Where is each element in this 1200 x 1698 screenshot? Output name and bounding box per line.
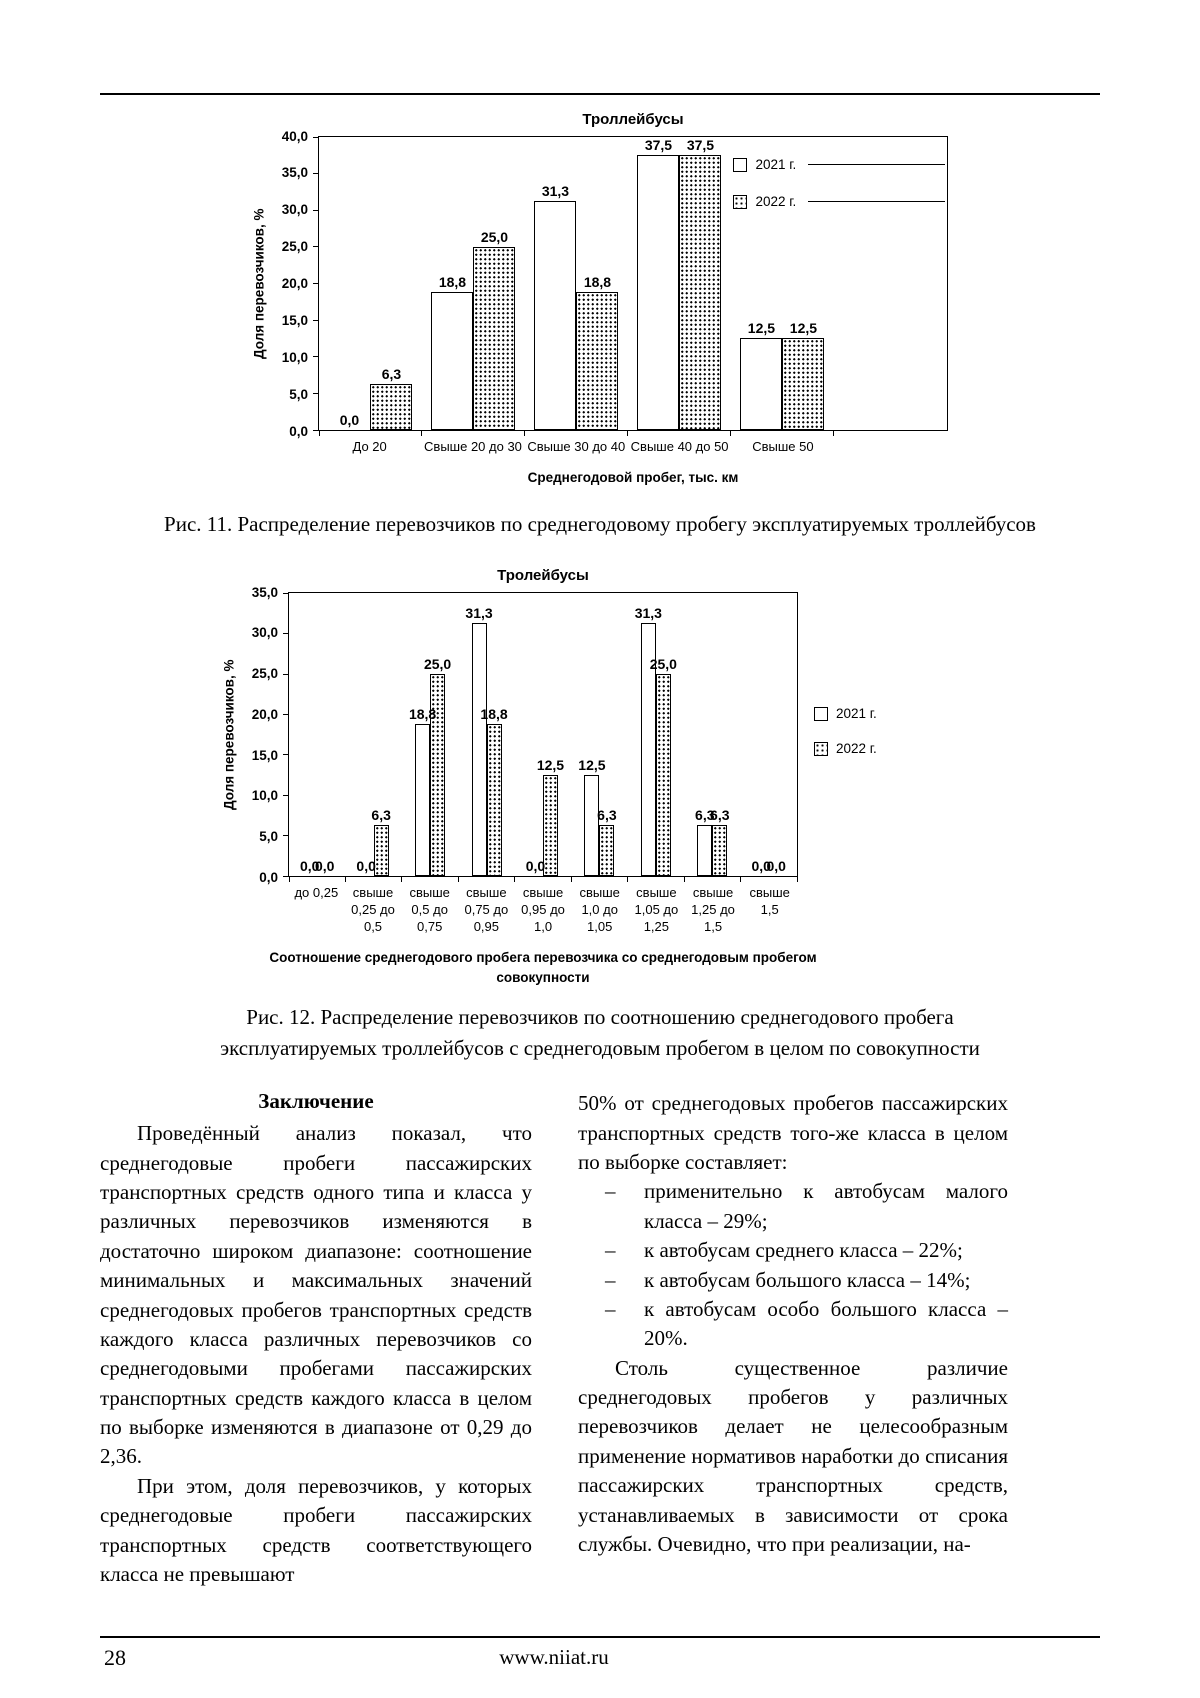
x-tick-label: свыше 1,0 до 1,05 bbox=[579, 885, 620, 934]
legend-swatch-plain bbox=[733, 158, 747, 172]
bar-value-label: 18,8 bbox=[438, 274, 467, 291]
bar-value-label: 37,5 bbox=[686, 137, 715, 154]
bar-group bbox=[628, 137, 731, 430]
legend-item bbox=[814, 706, 877, 721]
y-tick-label: 40,0 bbox=[281, 128, 308, 144]
figure-11-caption: Рис. 11. Распределение перевозчиков по среднегодовому пробегу эксплуатируемых троллейбусов bbox=[164, 512, 1036, 537]
list-item bbox=[578, 1177, 1008, 1236]
bar-value-label: 6,3 bbox=[597, 807, 617, 824]
list-item bbox=[578, 1236, 1008, 1265]
bar-2021 bbox=[472, 623, 487, 876]
footer-url: www.niiat.ru bbox=[499, 1645, 609, 1669]
legend bbox=[814, 706, 877, 756]
y-tick-label: 0,0 bbox=[289, 423, 308, 439]
conclusion-heading: Заключение bbox=[258, 1089, 374, 1114]
bar-groups bbox=[289, 593, 797, 876]
x-tick-label: свыше 0,25 до 0,5 bbox=[351, 885, 395, 934]
x-tick-mark bbox=[740, 876, 741, 882]
chart-title: Троллейбусы bbox=[582, 111, 684, 128]
y-tick-label: 10,0 bbox=[281, 349, 308, 365]
bar-2022 bbox=[599, 825, 614, 876]
paragraph: При этом, доля перевозчиков, у которых среднегодовые пробеги пассажирских транспортных средств соответствующего класса не превышают bbox=[100, 1473, 532, 1587]
bar-value-label: 18,8 bbox=[408, 706, 437, 723]
bar-column bbox=[710, 593, 730, 876]
bar-column bbox=[480, 593, 508, 876]
x-tick-mark bbox=[319, 430, 320, 436]
bar-column bbox=[299, 593, 320, 876]
x-tick-mark bbox=[401, 876, 402, 882]
right-column bbox=[578, 1089, 1008, 1589]
x-tick-mark bbox=[684, 876, 685, 882]
bar-2022 bbox=[656, 674, 671, 876]
paragraph: Проведённый анализ показал, что среднегодовые пробеги пассажирских транспортных средств одного типа и класса у различных перевозчиков изменяются в достаточно широком диапазоне: соотношение минимальных и максимальных значений среднегодовых пробегов транспортных средств каждого класса различных перевозчиков со среднегодовыми пробегами пассажирских транспортных средств каждого класса в целом по выборке изменяются в диапазоне от 0,29 до 2,36. bbox=[100, 1121, 532, 1469]
list-item-text: к автобусам среднего класса – 22%; bbox=[644, 1238, 963, 1263]
legend-label: 2021 г. bbox=[755, 157, 797, 172]
legend-item bbox=[733, 157, 945, 172]
bar-column bbox=[408, 593, 437, 876]
bar-group bbox=[525, 137, 628, 430]
x-tick-mark bbox=[571, 876, 572, 882]
legend-rule bbox=[808, 201, 945, 202]
x-tick-label: Свыше 30 до 40 bbox=[527, 439, 626, 454]
x-tick-mark bbox=[421, 430, 422, 436]
bar-column bbox=[525, 593, 546, 876]
bar-column bbox=[637, 137, 679, 430]
bar-group bbox=[515, 593, 571, 876]
bar-2022 bbox=[782, 338, 824, 430]
bar-2022 bbox=[370, 384, 412, 430]
x-tick-label: свыше 1,5 bbox=[749, 885, 790, 918]
bar-column bbox=[356, 593, 376, 876]
bar-column bbox=[328, 137, 370, 430]
x-tick-label: свыше 1,25 до 1,5 bbox=[691, 885, 735, 934]
x-tick-label: до 0,25 bbox=[294, 885, 339, 901]
bar-value-label: 12,5 bbox=[536, 757, 565, 774]
bar-value-label: 0,0 bbox=[299, 858, 320, 875]
y-tick-label: 5,0 bbox=[289, 386, 308, 402]
y-tick-label: 20,0 bbox=[281, 275, 308, 291]
bar-group bbox=[422, 137, 525, 430]
header-rule bbox=[100, 93, 1100, 95]
plot-area bbox=[288, 592, 798, 877]
footer bbox=[100, 1645, 1008, 1670]
bar-value-label: 31,3 bbox=[634, 605, 662, 622]
bar-value-label: 0,0 bbox=[525, 858, 546, 875]
bar-value-label: 6,3 bbox=[695, 807, 715, 824]
bar-column bbox=[370, 137, 412, 430]
x-tick-mark bbox=[627, 876, 628, 882]
bar-value-label: 12,5 bbox=[789, 320, 818, 337]
x-tick-label: свыше 1,05 до 1,25 bbox=[634, 885, 679, 934]
x-tick-mark bbox=[289, 876, 290, 882]
footer-rule bbox=[100, 1636, 1100, 1638]
y-tick-label: 25,0 bbox=[251, 665, 278, 681]
x-tick-label: свыше 0,5 до 0,75 bbox=[409, 885, 450, 934]
bar-value-label: 25,0 bbox=[480, 228, 509, 245]
dash-list bbox=[578, 1177, 1008, 1353]
list-item bbox=[578, 1266, 1008, 1295]
x-tick-mark bbox=[514, 876, 515, 882]
y-axis bbox=[240, 584, 288, 885]
list-item-text: к автобусам особо большого класса – 20%. bbox=[644, 1296, 1008, 1351]
bar-column bbox=[423, 593, 452, 876]
legend-label: 2021 г. bbox=[836, 706, 877, 722]
bar-column bbox=[766, 593, 786, 876]
bar-group bbox=[319, 137, 422, 430]
bar-value-label: 0,0 bbox=[356, 858, 376, 875]
x-tick-label: Свыше 40 до 50 bbox=[630, 439, 729, 454]
bar-value-label: 6,3 bbox=[371, 807, 391, 824]
x-tick-label: свыше 0,75 до 0,95 bbox=[464, 885, 509, 934]
bar-column bbox=[751, 593, 771, 876]
bar-group bbox=[628, 593, 684, 876]
y-tick-label: 25,0 bbox=[281, 238, 308, 254]
x-tick-mark bbox=[345, 876, 346, 882]
figure-12-caption: Рис. 12. Распределение перевозчиков по соотношению среднегодового пробега эксплуатируемых троллейбусов с среднегодовым пробегом в целом по совокупности bbox=[220, 1005, 980, 1060]
bar-2021 bbox=[637, 155, 679, 430]
bar-2022 bbox=[543, 775, 558, 876]
y-axis bbox=[270, 128, 318, 439]
legend-rule bbox=[808, 164, 945, 165]
bar-value-label: 31,3 bbox=[465, 605, 493, 622]
bar-2021 bbox=[584, 775, 599, 876]
bar-value-label: 0,0 bbox=[751, 858, 771, 875]
paragraph: Столь существенное различие среднегодовых пробегов у различных перевозчиков делает не целесообразным применение нормативов наработки до списания пассажирских транспортных средств, устанавливаемых в зависимости от срока службы. Очевидно, что при реализации, на- bbox=[578, 1355, 1008, 1557]
bar-group bbox=[684, 593, 740, 876]
page-number: 28 bbox=[104, 1645, 126, 1670]
y-tick-label: 35,0 bbox=[251, 584, 278, 600]
left-column bbox=[100, 1089, 532, 1589]
bar-value-label: 25,0 bbox=[423, 656, 452, 672]
bar-group bbox=[402, 593, 458, 876]
bar-column bbox=[679, 137, 721, 430]
bar-value-label: 12,5 bbox=[747, 320, 776, 337]
x-tick-label: Свыше 50 bbox=[752, 439, 814, 454]
bar-2021 bbox=[534, 201, 576, 430]
x-axis bbox=[288, 885, 798, 936]
y-tick-label: 10,0 bbox=[251, 787, 278, 803]
bar-group bbox=[289, 593, 345, 876]
y-axis-title: Доля перевозчиков, % bbox=[251, 208, 267, 359]
bar-value-label: 25,0 bbox=[649, 656, 677, 672]
bar-2022 bbox=[473, 247, 515, 430]
bar-value-label: 6,3 bbox=[381, 365, 402, 382]
bar-group bbox=[741, 593, 797, 876]
paragraph: 50% от среднегодовых пробегов пассажирских транспортных средств того-же класса в целом по выборке составляет: bbox=[578, 1091, 1008, 1174]
bar-column bbox=[465, 593, 493, 876]
bar-2021 bbox=[431, 292, 473, 430]
x-axis-title: Соотношение среднегодового пробега перевозчика со среднегодовым пробегом совокупности bbox=[269, 949, 817, 986]
bar-column bbox=[314, 593, 335, 876]
bar-column bbox=[576, 137, 618, 430]
bar-group bbox=[458, 593, 514, 876]
y-axis-title: Доля перевозчиков, % bbox=[221, 659, 237, 810]
legend-label: 2022 г. bbox=[836, 741, 877, 757]
bar-column bbox=[597, 593, 617, 876]
bar-value-label: 31,3 bbox=[541, 182, 570, 199]
x-tick-mark bbox=[797, 876, 798, 882]
list-dash: – bbox=[605, 1296, 616, 1321]
bar-value-label: 0,0 bbox=[314, 858, 335, 875]
list-item-text: применительно к автобусам малого класса – 29%; bbox=[644, 1179, 1008, 1233]
body-text-columns bbox=[100, 1089, 1108, 1589]
x-axis bbox=[318, 439, 835, 456]
bar-2022 bbox=[430, 674, 445, 876]
x-tick-label: До 20 bbox=[352, 439, 387, 454]
list-dash: – bbox=[605, 1238, 616, 1263]
bar-value-label: 18,8 bbox=[583, 274, 612, 291]
x-tick-mark bbox=[627, 430, 628, 436]
bar-2021 bbox=[740, 338, 782, 430]
x-tick-label: свыше 0,95 до 1,0 bbox=[521, 885, 565, 934]
list-dash: – bbox=[605, 1267, 616, 1292]
y-tick-label: 30,0 bbox=[281, 202, 308, 217]
bar-column bbox=[536, 593, 565, 876]
bar-value-label: 12,5 bbox=[578, 757, 606, 774]
bar-column bbox=[473, 137, 515, 430]
bar-value-label: 0,0 bbox=[766, 858, 786, 875]
bar-2022 bbox=[679, 155, 721, 430]
x-tick-mark bbox=[833, 430, 834, 436]
legend-swatch-plain bbox=[814, 707, 828, 721]
bar-2021 bbox=[415, 724, 430, 876]
bar-column bbox=[431, 137, 473, 430]
bar-value-label: 0,0 bbox=[339, 412, 360, 428]
list-dash: – bbox=[605, 1179, 616, 1204]
bar-group bbox=[345, 593, 401, 876]
bar-group bbox=[571, 593, 627, 876]
x-tick-mark bbox=[524, 430, 525, 436]
y-tick-label: 15,0 bbox=[281, 312, 308, 328]
legend-swatch-dotted bbox=[814, 742, 828, 756]
y-tick-label: 30,0 bbox=[251, 625, 278, 641]
legend bbox=[733, 157, 945, 209]
bar-2022 bbox=[487, 724, 502, 876]
y-tick-label: 0,0 bbox=[259, 869, 278, 885]
bar-value-label: 37,5 bbox=[644, 137, 673, 154]
y-tick-label: 15,0 bbox=[251, 747, 278, 763]
figure-11-chart bbox=[248, 111, 1200, 488]
bar-column bbox=[649, 593, 677, 876]
plot-area bbox=[318, 136, 948, 431]
legend-item bbox=[814, 741, 877, 756]
x-axis-title: Среднегодовой пробег, тыс. км bbox=[527, 469, 739, 485]
bar-column bbox=[695, 593, 715, 876]
bar-2021 bbox=[697, 825, 712, 876]
list-item-text: к автобусам большого класса – 14%; bbox=[644, 1267, 971, 1292]
bar-value-label: 18,8 bbox=[480, 706, 508, 723]
chart-title: Тролейбусы bbox=[497, 567, 589, 585]
bar-value-label: 6,3 bbox=[710, 807, 730, 824]
y-tick-label: 20,0 bbox=[251, 706, 278, 722]
list-item bbox=[578, 1295, 1008, 1354]
bar-column bbox=[634, 593, 662, 876]
y-tick-label: 5,0 bbox=[259, 828, 278, 844]
x-tick-mark bbox=[730, 430, 731, 436]
x-tick-label: Свыше 20 до 30 bbox=[424, 439, 522, 454]
legend-swatch-dotted bbox=[733, 195, 747, 209]
bar-column bbox=[578, 593, 606, 876]
bar-2022 bbox=[712, 825, 727, 876]
legend-item bbox=[733, 194, 945, 209]
bar-column bbox=[534, 137, 576, 430]
x-tick-mark bbox=[458, 876, 459, 882]
figure-12-chart bbox=[218, 567, 1200, 988]
y-tick-label: 35,0 bbox=[281, 165, 308, 181]
bar-column bbox=[371, 593, 391, 876]
legend-label: 2022 г. bbox=[755, 194, 797, 209]
bar-2022 bbox=[576, 292, 618, 430]
